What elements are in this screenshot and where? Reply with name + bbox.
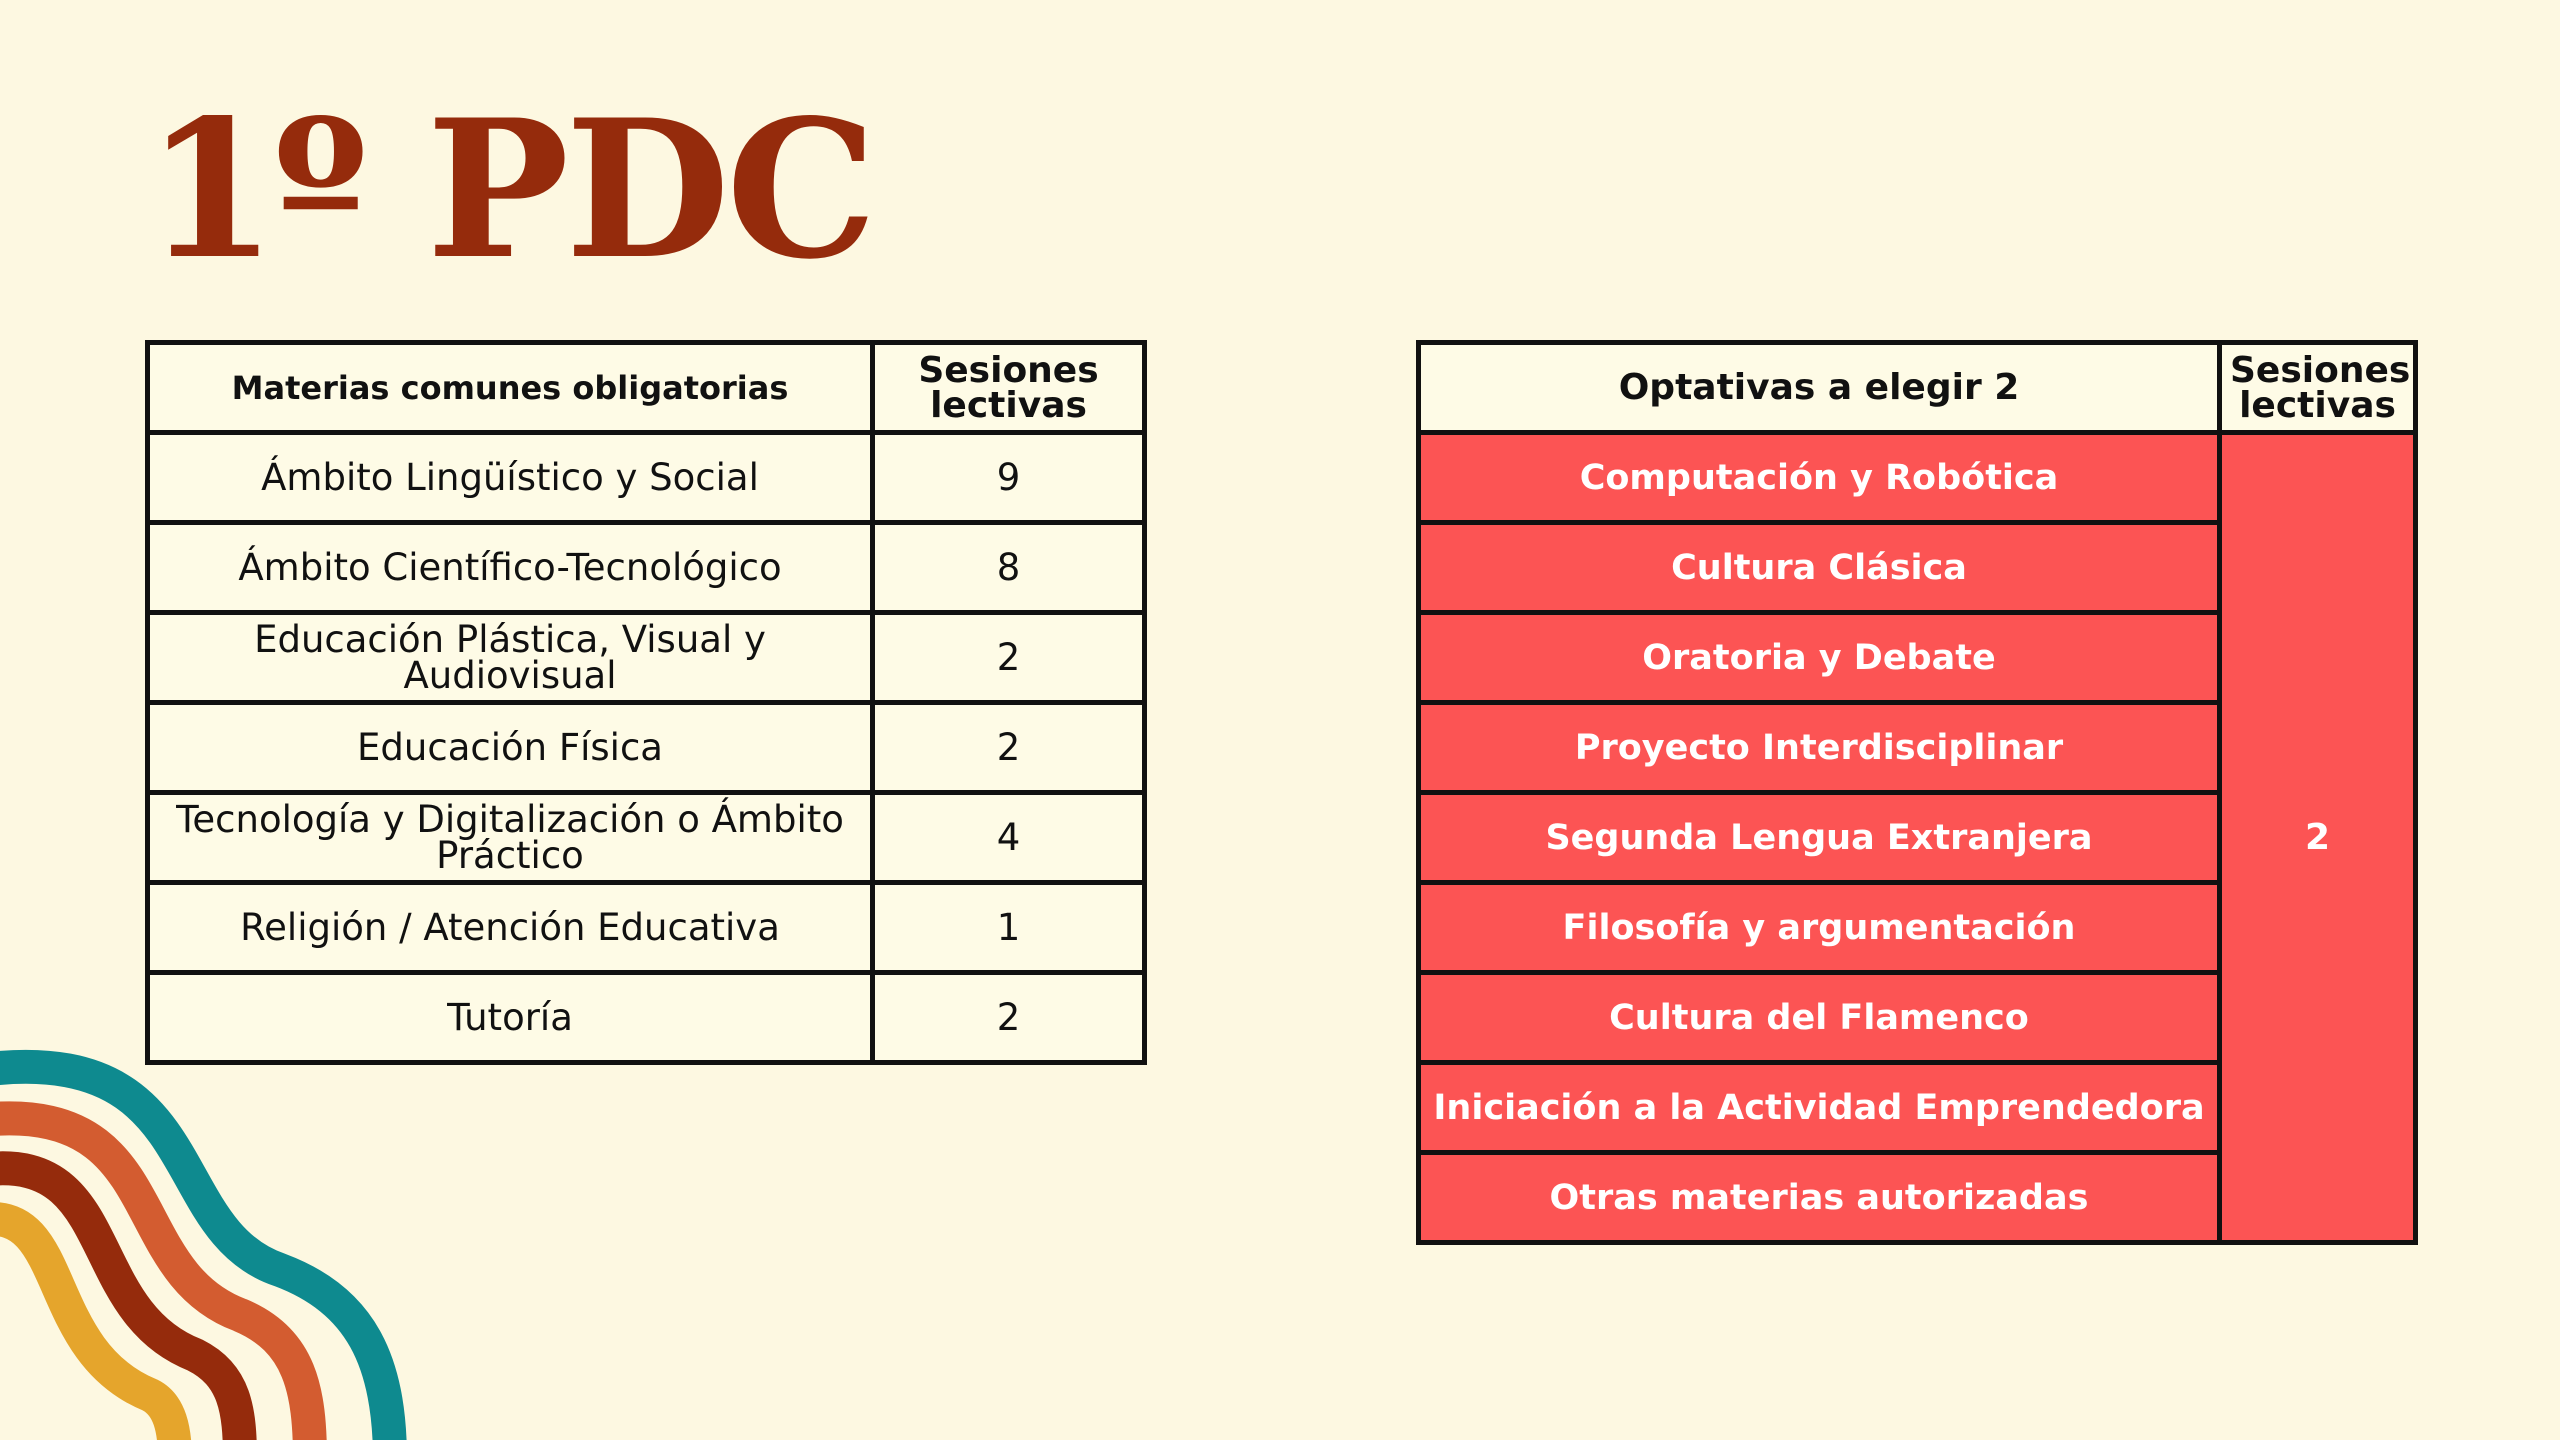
optional-subject-cell: Filosofía y argumentación (1419, 883, 2220, 973)
table-row (148, 793, 1145, 883)
header-optional-subjects: Optativas a elegir 2 (1419, 343, 2220, 433)
table-header-row (148, 343, 1145, 433)
wave-stripe-gold (0, 1219, 175, 1440)
header-common-subjects: Materias comunes obligatorias (148, 343, 873, 433)
table-header-row (1419, 343, 2416, 433)
optional-subject-cell: Otras materias autorizadas (1419, 1153, 2220, 1243)
optional-subjects-table (1416, 340, 2418, 1245)
page-title: 1º PDC (145, 78, 874, 301)
optional-subject-cell: Iniciación a la Actividad Emprendedora (1419, 1063, 2220, 1153)
table-row (148, 973, 1145, 1063)
subject-cell: Religión / Atención Educativa (148, 883, 873, 973)
optional-subject-cell: Computación y Robótica (1419, 433, 2220, 523)
optional-subject-cell: Cultura Clásica (1419, 523, 2220, 613)
subject-cell: Ámbito Lingüístico y Social (148, 433, 873, 523)
sessions-cell: 2 (873, 703, 1145, 793)
sessions-cell: 9 (873, 433, 1145, 523)
sessions-cell: 4 (873, 793, 1145, 883)
sessions-cell: 1 (873, 883, 1145, 973)
table-row (148, 523, 1145, 613)
header-sessions: Sesiones lectivas (873, 343, 1145, 433)
table-row (148, 703, 1145, 793)
common-subjects-table (145, 340, 1147, 1065)
subject-cell: Ámbito Científico-Tecnológico (148, 523, 873, 613)
optional-subject-cell: Oratoria y Debate (1419, 613, 2220, 703)
subject-cell: Tecnología y Digitalización o Ámbito Práctico (148, 793, 873, 883)
subject-cell: Tutoría (148, 973, 873, 1063)
table-row (148, 433, 1145, 523)
sessions-cell: 2 (873, 613, 1145, 703)
table-row (148, 613, 1145, 703)
header-sessions: Sesiones lectivas (2220, 343, 2416, 433)
subject-cell: Educación Plástica, Visual y Audiovisual (148, 613, 873, 703)
wave-stripe-teal (0, 1067, 390, 1440)
subject-cell: Educación Física (148, 703, 873, 793)
wave-stripe-orange (0, 1118, 310, 1440)
wave-stripe-brown (0, 1168, 240, 1440)
table-row (148, 883, 1145, 973)
optional-subject-cell: Proyecto Interdisciplinar (1419, 703, 2220, 793)
table-row (1419, 433, 2416, 523)
optional-subject-cell: Cultura del Flamenco (1419, 973, 2220, 1063)
optional-subject-cell: Segunda Lengua Extranjera (1419, 793, 2220, 883)
sessions-cell: 2 (873, 973, 1145, 1063)
sessions-cell: 8 (873, 523, 1145, 613)
optional-sessions-cell: 2 (2220, 433, 2416, 1243)
